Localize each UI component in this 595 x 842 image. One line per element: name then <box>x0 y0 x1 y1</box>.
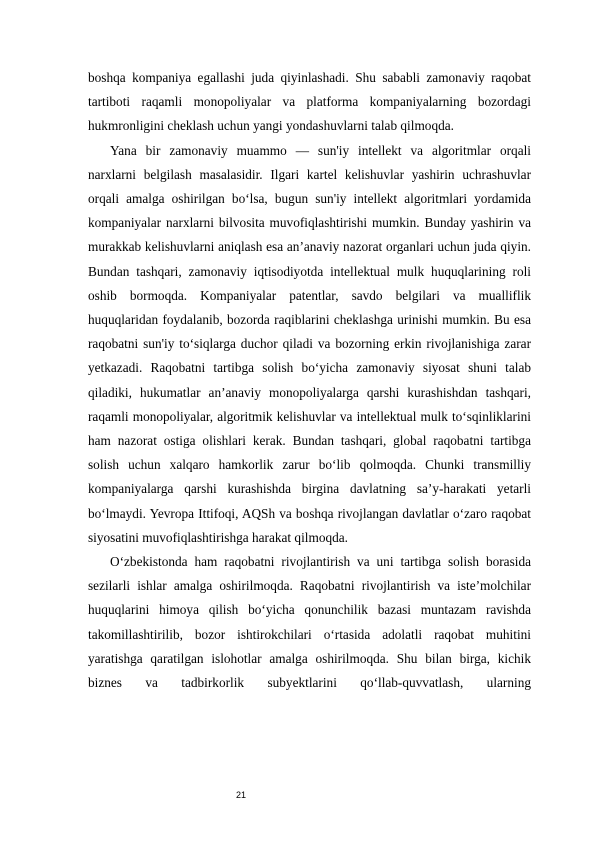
paragraph-uzbekistan: O‘zbekistonda ham raqobatni rivojlantirish va uni tartibga solish borasida sezilarli ishlar amalga oshirilmoqda. Raqobatni rivojlantirish va iste’molchilar huquqlarini himoya qilish bo‘yicha qonunchilik bazasi muntazam ravishda takomillashtirilib, bozor ishtirokchilari o‘rtasida adolatli raqobat muhitini yaratishga qaratilgan islohotlar amalga oshirilmoqda. Shu bilan birga, kichik biznes va tadbirkorlik subyektlarini qo‘llab-quvvatlash, ularning <box>88 554 531 691</box>
page-number: 21 <box>235 790 246 800</box>
paragraph-continuation: boshqa kompaniya egallashi juda qiyinlashadi. Shu sababli zamonaviy raqobat tartiboti raqamli monopoliyalar va platforma kompaniyalarning bozordagi hukmronligini cheklash uchun yangi yondashuvlarni talab qilmoqda. <box>88 70 531 134</box>
body-text <box>88 66 531 695</box>
paragraph-ai-pricing: Yana bir zamonaviy muammo — sun'iy intellekt va algoritmlar orqali narxlarni belgilash masalasidir. Ilgari kartel kelishuvlar yashirin uchrashuvlar orqali amalga oshirilgan bo‘lsa, bugun sun'iy intellekt algoritmlari yordamida kompaniyalar narxlarni bilvosita muvofiqlashtirishi mumkin. Bunday yashirin va murakkab kelishuvlarni aniqlash esa an’anaviy nazorat organlari uchun juda qiyin. Bundan tashqari, zamonaviy iqtisodiyotda intellektual mulk huquqlarining roli oshib bormoqda. Kompaniyalar patentlar, savdo belgilari va mualliflik huquqlaridan foydalanib, bozorda raqiblarini cheklashga urinishi mumkin. Bu esa raqobatni sun'iy to‘siqlarga duchor qiladi va bozorning erkin rivojlanishiga zarar yetkazadi. Raqobatni tartibga solish bo‘yicha zamonaviy siyosat shuni talab qiladiki, hukumatlar an’anaviy monopoliyalarga qarshi kurashishdan tashqari, raqamli monopoliyalar, algoritmik kelishuvlar va intellektual mulk to‘sqinliklarini ham nazorat ostiga olishlari kerak. Bundan tashqari, global raqobatni tartibga solish uchun xalqaro hamkorlik zarur bo‘lib qolmoqda. Chunki transmilliy kompaniyalarga qarshi kurashishda birgina davlatning sa’y-harakati yetarli bo‘lmaydi. Yevropa Ittifoqi, AQSh va boshqa rivojlangan davlatlar o‘zaro raqobat siyosatini muvofiqlashtirishga harakat qilmoqda. <box>88 142 531 545</box>
